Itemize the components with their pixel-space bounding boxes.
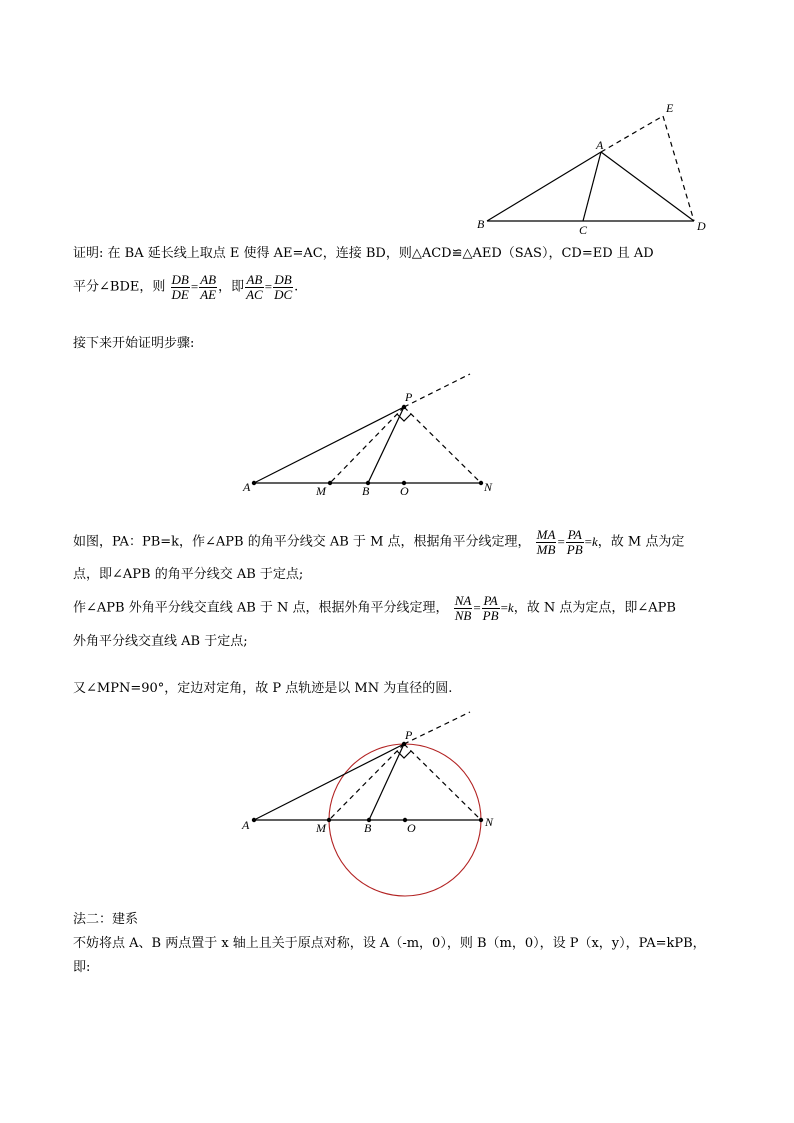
proof-end: . [294,279,299,295]
label-o: O [407,821,416,835]
label-b: B [477,217,485,231]
para1-line-1: 如图，PA：PB=k，作∠APB 的角平分线交 AB 于 M 点，根据角平分线定理， $\frac{MA}{MB}$ = $\frac{PA}{PB}$ =k，故 M 点为定 [73,526,685,557]
label-a: A [243,480,251,494]
proof-mid: ，即 [218,279,245,295]
fraction-db-dc: $\frac{DB}{DC}$ [274,271,293,302]
proof-line-1: 证明: 在 BA 延长线上取点 E 使得 AE=AC，连接 BD，则△ACD≌△AED（SAS），CD=ED 且 AD [73,246,654,261]
label-b: B [364,821,372,835]
extension-dashed [404,712,470,744]
fraction-db-de: $\frac{DB}{DE}$ [171,271,189,302]
label-a: A [596,138,604,152]
label-a: A [242,818,250,832]
fraction-ab-ac: $\frac{AB}{AC}$ [246,271,263,302]
label-d: D [697,219,706,233]
para3-text: 又∠MPN=90°，定边对定角，故 P 点轨迹是以 MN 为直径的圆. [73,681,453,696]
label-p: P [405,728,413,742]
point-p [402,742,406,746]
intro-text: 接下来开始证明步骤: [73,336,195,351]
segment-pm-dashed [329,744,404,820]
method2-title: 法二：建系 [73,912,139,927]
proof-line-2: 平分∠BDE，则 $\frac{DB}{DE}$ = $\frac{AB}{AE}$ ，即 $\frac{AB}{AC}$ = $\frac{DB}{DC}$ . [73,271,299,302]
label-n: N [484,480,493,494]
label-o: O [400,484,409,498]
para1-line-2: 点，即∠APB 的角平分线交 AB 于定点; [73,567,304,582]
point-m [327,818,331,822]
point-n [479,818,483,822]
fraction-pa-pb-2: $\frac{PA}{PB}$ [482,592,499,623]
method2-line-1: 不妨将点 A、B 两点置于 x 轴上且关于原点对称，设 A（-m，0），则 B（m，0），设 P（x，y），PA=kPB， [73,936,706,951]
para2-line-1: 作∠APB 外角平分线交直线 AB 于 N 点，根据外角平分线定理， $\frac{NA}{NB}$ = $\frac{PA}{PB}$ =k，故 N 点为定点，即∠APB [73,592,676,623]
label-n: N [485,815,494,829]
segment-ap [254,744,404,820]
point-a [252,818,256,822]
fraction-na-nb: $\frac{NA}{NB}$ [454,592,472,623]
label-b: B [362,484,370,498]
segment-pn-dashed [404,744,481,820]
segment-bp [369,744,404,820]
label-c: C [579,223,588,237]
fraction-ma-mb: $\frac{MA}{MB}$ [536,526,556,557]
label-m: M [316,484,326,498]
fraction-pa-pb: $\frac{PA}{PB}$ [566,526,583,557]
label-p: P [405,390,413,404]
fraction-ab-ae: $\frac{AB}{AE}$ [200,271,217,302]
para2-line-2: 外角平分线交直线 AB 于定点; [73,634,248,649]
label-e: E [666,101,674,115]
method2-line-2: 即: [73,960,91,975]
proof-line-2-prefix: 平分∠BDE，则 [73,279,166,295]
label-m: M [316,821,326,835]
